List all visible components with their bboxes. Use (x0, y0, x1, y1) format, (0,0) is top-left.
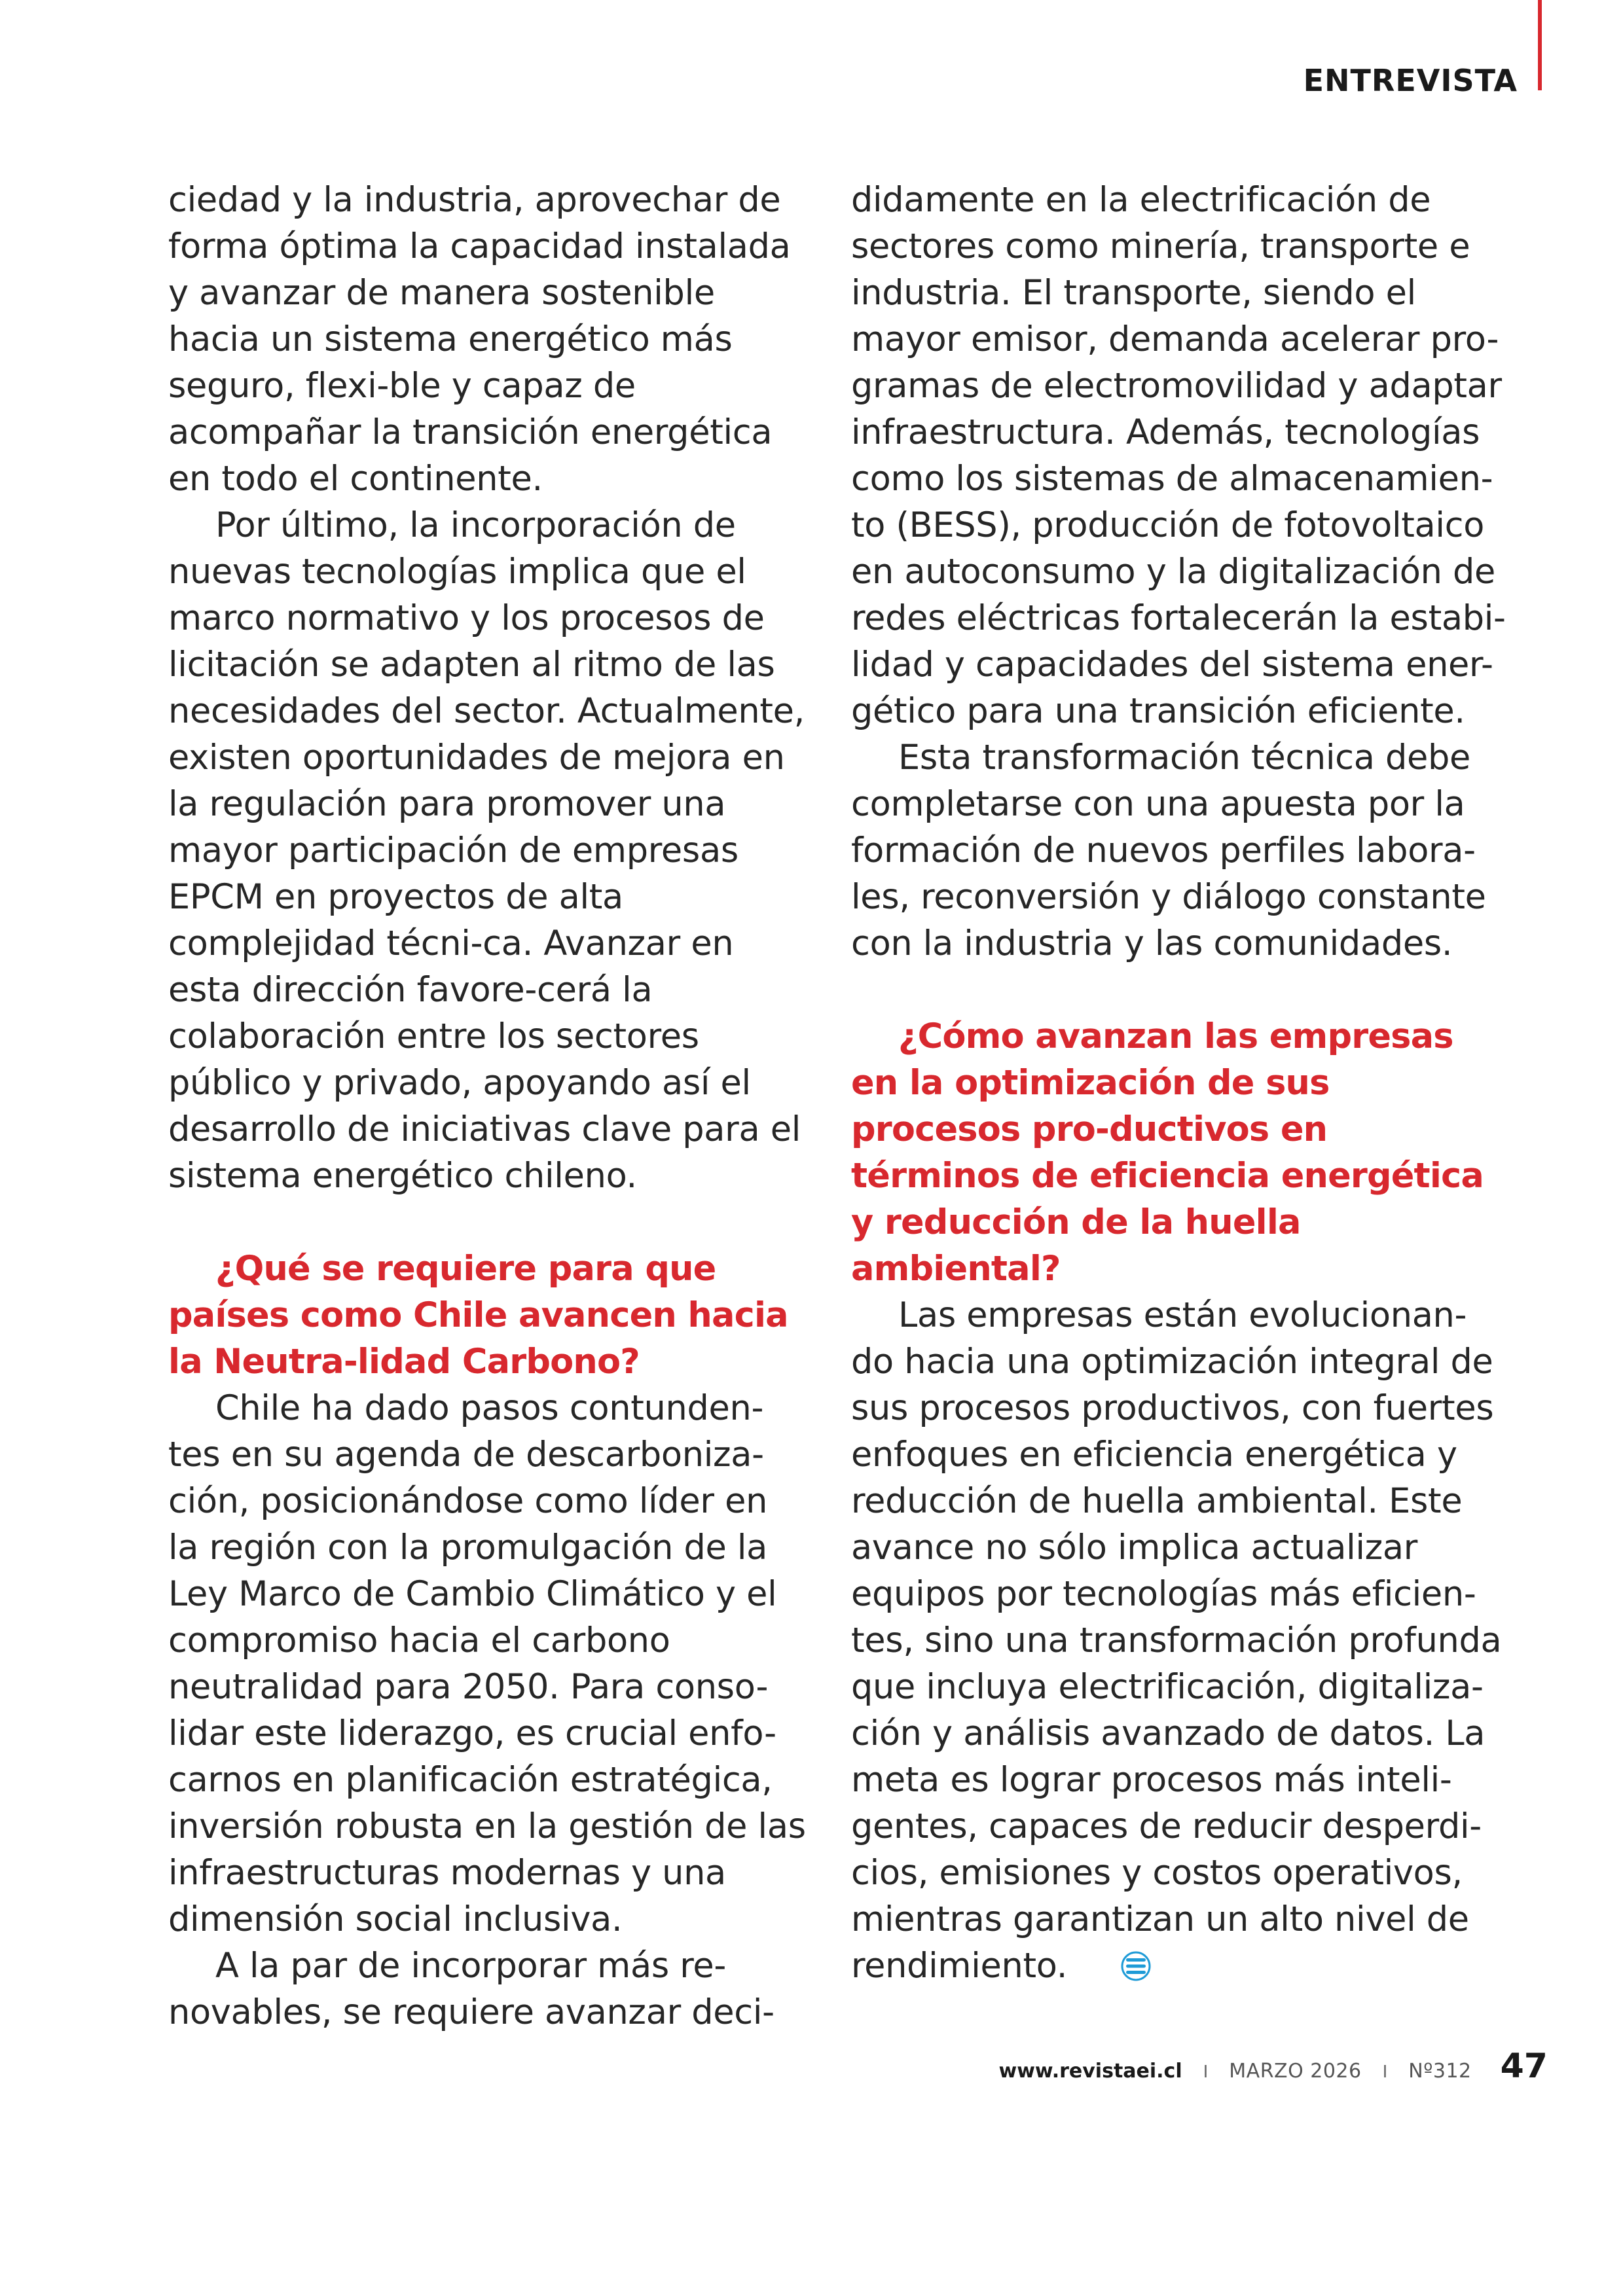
spacer (168, 1199, 807, 1246)
issue-number: Nº312 (1408, 2060, 1472, 2083)
page-number: 47 (1500, 2047, 1548, 2086)
paragraph: ciedad y la industria, aprovechar de forma óptima la capacidad instalada y avanzar de manera sostenible hacia un sistema energético más seguro, flexi-ble y capaz de acompañar la transición energética en todo el continente. (168, 180, 791, 499)
header-accent-rule (1538, 0, 1542, 90)
section-label: ENTREVISTA (1303, 63, 1518, 98)
paragraph: Por último, la incorporación de nuevas tecnologías implica que el marco normativo y los procesos de licitación se adapten al ritmo de las necesidades del sector. Actualmente, existen oportunidades de mejora en la regulación para promover una mayor participación de empresas EPCM en proyectos de alta complejidad técni-ca. Avanzar en esta dirección favore-cerá la colaboración entre los sectores público y privado, apoyando así el desarrollo de iniciativas clave para el sistema energético chileno. (168, 505, 805, 1196)
spacer (851, 967, 1506, 1013)
paragraph: didamente en la electrificación de sectores como minería, transporte e industria. El transporte, siendo el mayor emisor, demanda acelerar pro-gramas de electromovilidad y adaptar infraestructura. Además, tecnologías como los sistemas de almacenamien-to (BESS), producción de fotovoltaico en autoconsumo y la digitalización de redes eléctricas fortalecerán la estabi-lidad y capacidades del sistema ener-gético para una transición eficiente. (851, 180, 1506, 731)
article-column-left (168, 177, 807, 2036)
page-footer (998, 2047, 1548, 2092)
interview-question: ¿Qué se requiere para que países como Chile avancen hacia la Neutra-lidad Carbono? (168, 1249, 788, 1382)
end-of-article-logo-icon (1074, 1946, 1104, 1977)
paragraph: Esta transformación técnica debe completarse con una apuesta por la formación de nuevos perfiles labora-les, reconversión y diálogo constante con la industria y las comunidades. (851, 738, 1486, 963)
closing-paragraph (851, 1292, 1506, 1989)
paragraph: Chile ha dado pasos contunden-tes en su agenda de descarboniza-ción, posicionándose como líder en la región con la promulgación de la Ley Marco de Cambio Climático y el compromiso hacia el carbono neutralidad para 2050. Para conso-lidar este liderazgo, es crucial enfo-carnos en planificación estratégica, inversión robusta en la gestión de las infraestructuras modernas y una dimensión social inclusiva. (168, 1388, 806, 1939)
paragraph: A la par de incorporar más re-novables, se requiere avanzar deci- (168, 1946, 775, 2032)
footer-separator: I (1382, 2062, 1388, 2082)
paragraph-text: Las empresas están evolucionan-do hacia una optimización integral de sus procesos productivos, con fuertes enfoques en eficiencia energética y reducción de huella ambiental. Este avance no sólo implica actualizar equipos por tecnologías más eficien-tes, sino una transformación profunda que incluya electrificación, digitaliza-ción y análisis avanzado de datos. La meta es lograr procesos más inteli-gentes, capaces de reducir desperdi-cios, emisiones y costos operativos, mientras garantizan un alto nivel de rendimiento. (851, 1295, 1502, 1986)
website-url: www.revistaei.cl (998, 2060, 1182, 2083)
article-column-right (851, 177, 1506, 1989)
interview-question: ¿Cómo avanzan las empresas en la optimización de sus procesos pro-ductivos en términos de eficiencia energética y reducción de la huella ambiental? (851, 1016, 1484, 1289)
issue-date: MARZO 2026 (1229, 2060, 1362, 2083)
footer-separator: I (1203, 2062, 1209, 2082)
